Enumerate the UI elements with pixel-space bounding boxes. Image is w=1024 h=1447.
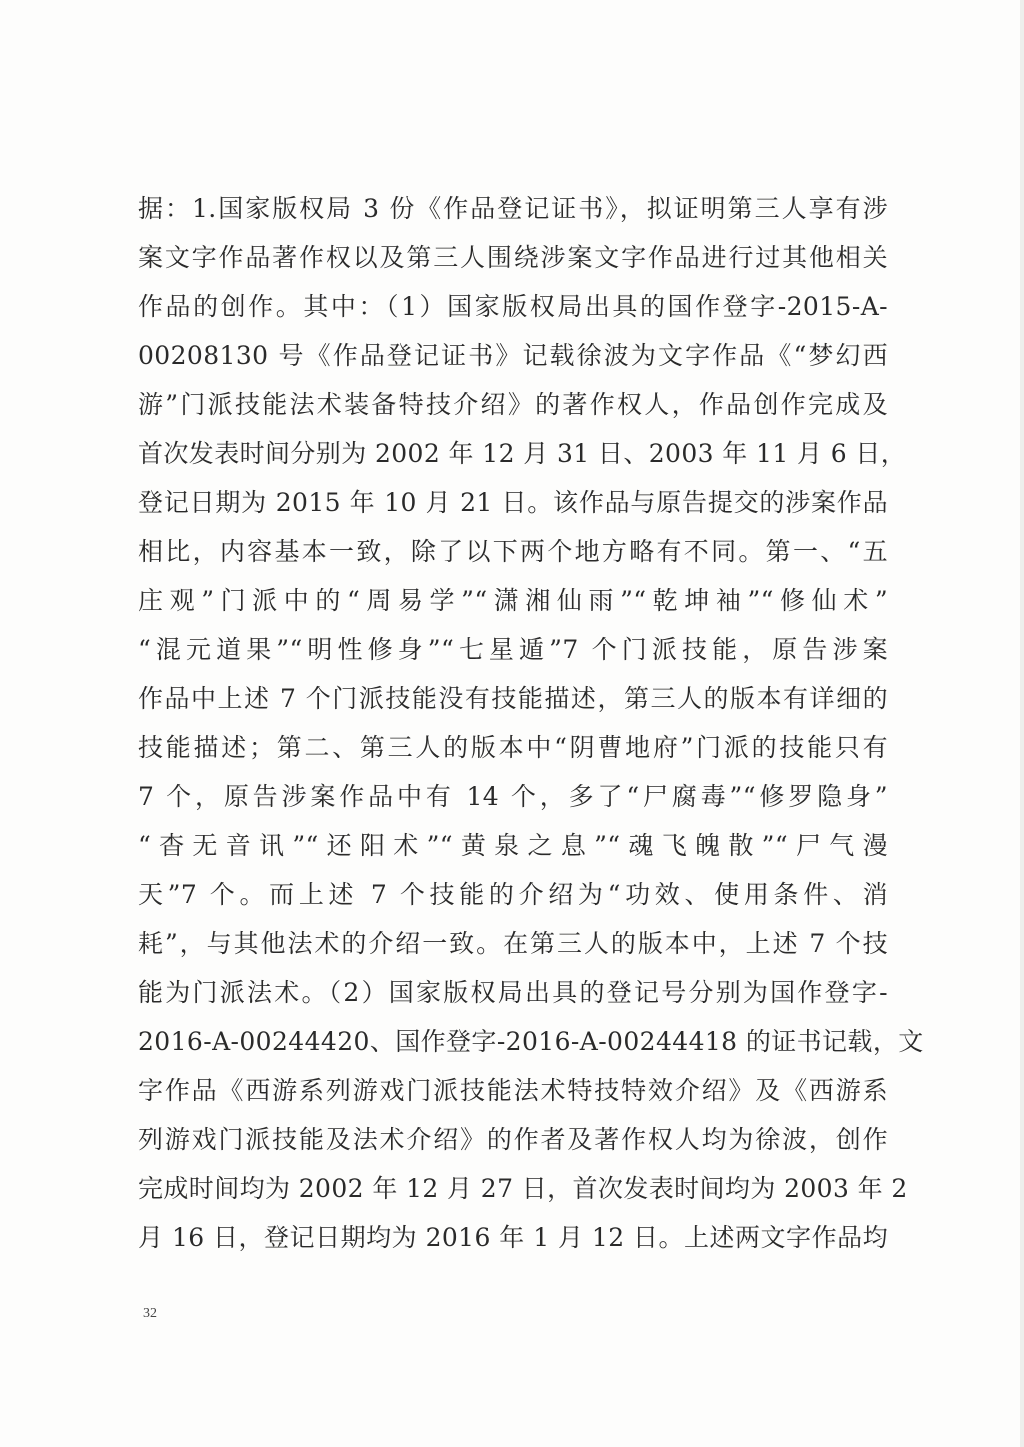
text-line: 技能描述；第二、第三人的版本中“阴曹地府”门派的技能只有 [138,733,888,762]
text-line: 庄观”门派中的“周易学”“潇湘仙雨”“乾坤袖”“修仙术” [138,586,888,615]
text-line: 游”门派技能法术装备特技介绍》的著作权人，作品创作完成及 [138,390,888,419]
text-line: “混元道果”“明性修身”“七星遁”7 个门派技能，原告涉案 [138,635,888,664]
scan-edge [1020,0,1024,1447]
text-line: 字作品《西游系列游戏门派技能法术特技特效介绍》及《西游系 [138,1076,888,1105]
text-line: 作品的创作。其中：（1）国家版权局出具的国作登字-2015-A- [138,292,888,321]
text-line: 登记日期为 2015 年 10 月 21 日。该作品与原告提交的涉案作品 [138,488,888,517]
text-line: 能为门派法术。（2）国家版权局出具的登记号分别为国作登字- [138,978,888,1007]
text-line: “杳无音讯”“还阳术”“黄泉之息”“魂飞魄散”“尸气漫 [138,831,888,860]
body-text [138,184,924,1262]
text-line: 案文字作品著作权以及第三人围绕涉案文字作品进行过其他相关 [138,243,888,272]
text-line: 作品中上述 7 个门派技能没有技能描述，第三人的版本有详细的 [138,684,888,713]
text-line: 7 个，原告涉案作品中有 14 个，多了“尸腐毒”“修罗隐身” [138,782,888,811]
text-line: 列游戏门派技能及法术介绍》的作者及著作权人均为徐波，创作 [138,1125,888,1154]
text-line: 2016-A-00244420、国作登字-2016-A-00244418 的证书记载，文 [138,1027,924,1056]
page-number: 32 [143,1306,157,1321]
text-line: 天”7 个。而上述 7 个技能的介绍为“功效、使用条件、消 [138,880,888,909]
text-line: 00208130 号《作品登记证书》记载徐波为文字作品《“梦幻西 [138,341,888,370]
text-line: 首次发表时间分别为 2002 年 12 月 31 日、2003 年 11 月 6 日， [138,439,907,468]
text-line: 完成时间均为 2002 年 12 月 27 日，首次发表时间均为 2003 年 2 [138,1174,908,1203]
text-line: 耗”，与其他法术的介绍一致。在第三人的版本中，上述 7 个技 [138,929,888,958]
text-line: 月 16 日，登记日期均为 2016 年 1 月 12 日。上述两文字作品均 [138,1223,888,1252]
text-line: 据：1.国家版权局 3 份《作品登记证书》，拟证明第三人享有涉 [138,194,888,223]
text-line: 相比，内容基本一致，除了以下两个地方略有不同。第一、“五 [138,537,888,566]
